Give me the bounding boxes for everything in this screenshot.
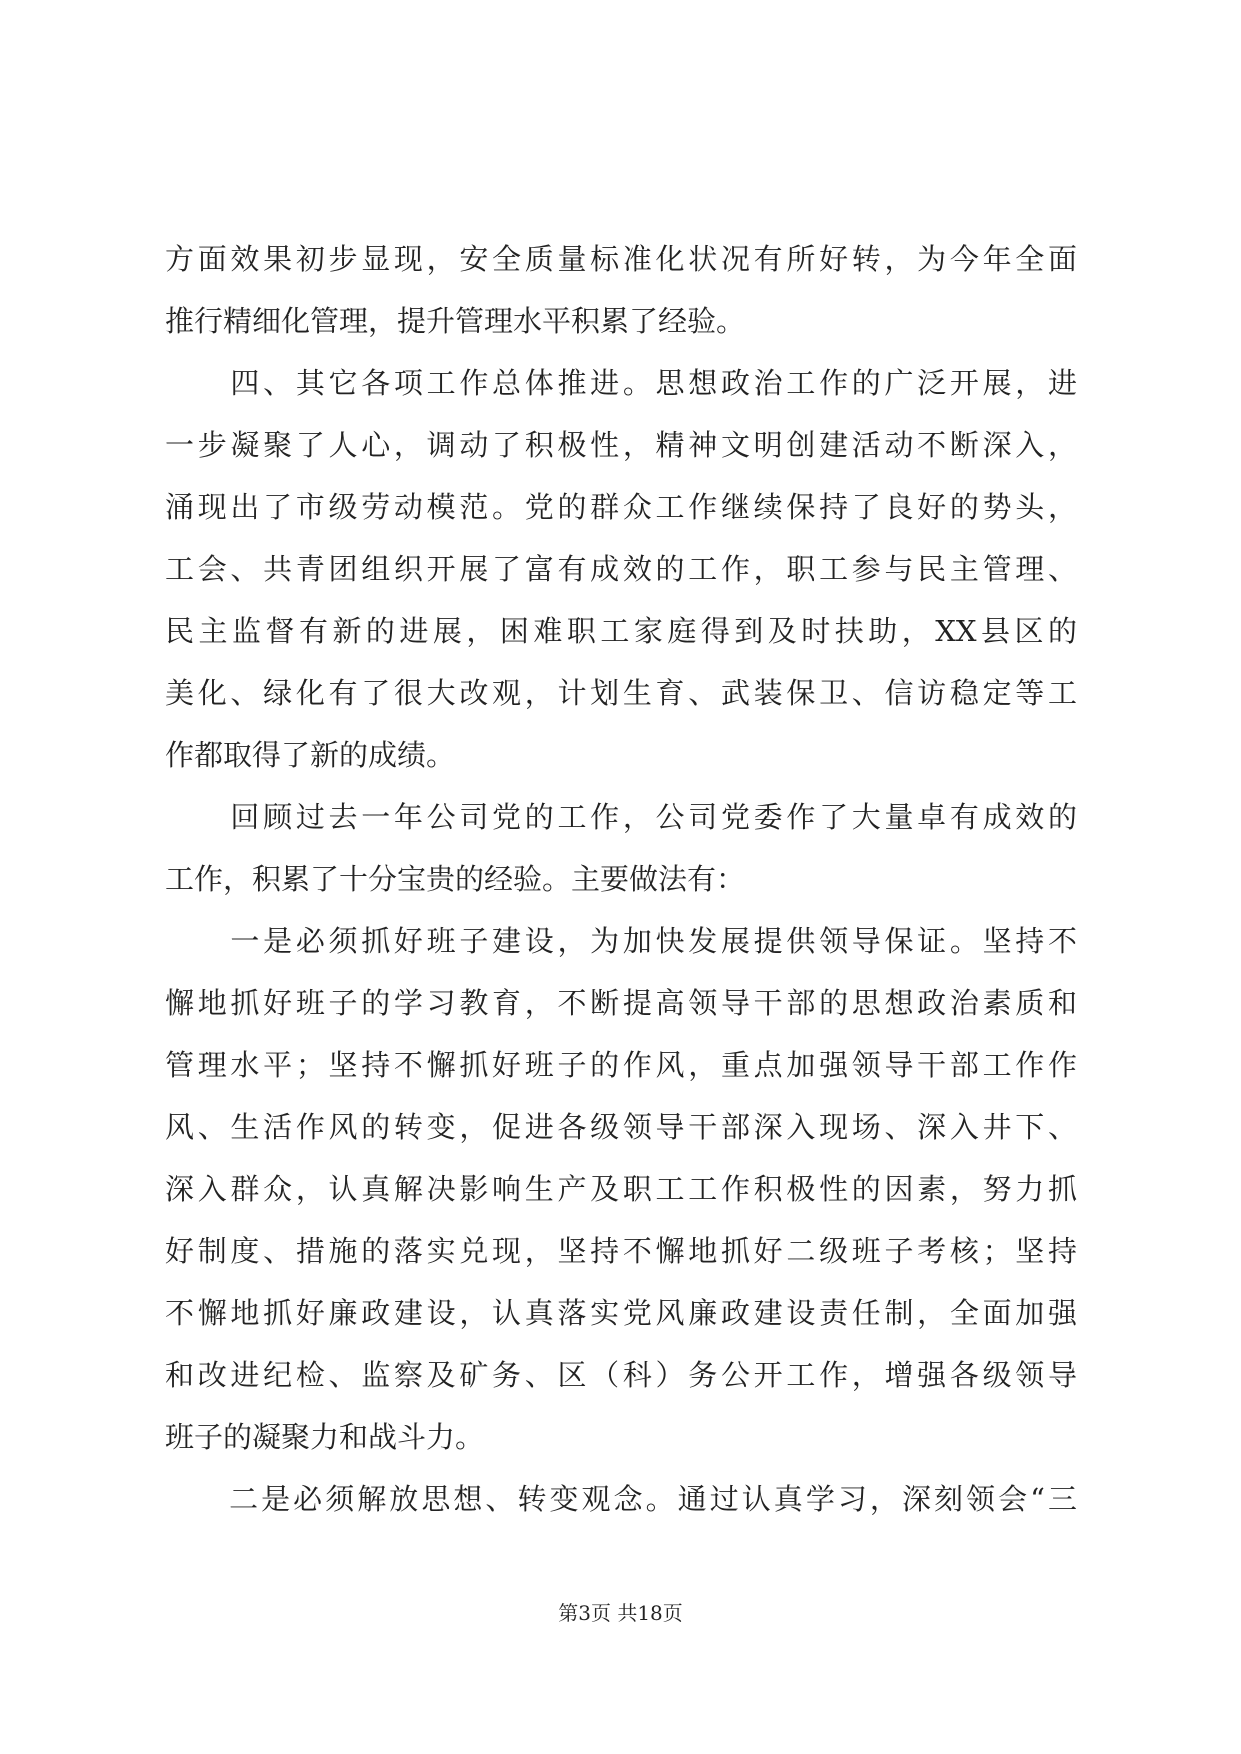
text-line: 美化、绿化有了很大改观，计划生育、武装保卫、信访稳定等工 [165,676,1077,710]
text-line: 民主监督有新的进展，困难职工家庭得到及时扶助，XX县区的 [165,614,1077,648]
text-line: 回顾过去一年公司党的工作，公司党委作了大量卓有成效的 [165,800,1077,834]
text-line: 风、生活作风的转变，促进各级领导干部深入现场、深入井下、 [165,1110,1077,1144]
paragraph-2 [165,352,1077,786]
text-line: 深入群众，认真解决影响生产及职工工作积极性的因素，努力抓 [165,1172,1077,1206]
text-line: 推行精细化管理，提升管理水平积累了经验。 [165,304,746,338]
text-line: 工作，积累了十分宝贵的经验。主要做法有： [165,862,746,896]
text-line: 涌现出了市级劳动模范。党的群众工作继续保持了良好的势头， [165,490,1077,524]
text-line: 一步凝聚了人心，调动了积极性，精神文明创建活动不断深入， [165,428,1077,462]
paragraph-4 [165,910,1077,1468]
text-line: 一是必须抓好班子建设，为加快发展提供领导保证。坚持不 [165,924,1077,958]
text-line: 和改进纪检、监察及矿务、区（科）务公开工作，增强各级领导 [165,1358,1077,1392]
text-line: 好制度、措施的落实兑现，坚持不懈地抓好二级班子考核；坚持 [165,1234,1077,1268]
text-line: 班子的凝聚力和战斗力。 [165,1420,485,1454]
text-line: 不懈地抓好廉政建设，认真落实党风廉政建设责任制，全面加强 [165,1296,1077,1330]
text-line: 管理水平；坚持不懈抓好班子的作风，重点加强领导干部工作作 [165,1048,1077,1082]
document-body [165,228,1077,1530]
text-line: 工会、共青团组织开展了富有成效的工作，职工参与民主管理、 [165,552,1077,586]
text-line: 二是必须解放思想、转变观念。通过认真学习，深刻领会“三 [165,1482,1077,1516]
page-number-footer: 第3页 共18页 [558,1601,683,1625]
text-line: 作都取得了新的成绩。 [165,738,456,772]
text-line: 四、其它各项工作总体推进。思想政治工作的广泛开展，进 [165,366,1077,400]
paragraph-1 [165,228,1077,352]
text-line: 方面效果初步显现，安全质量标准化状况有所好转，为今年全面 [165,242,1077,276]
paragraph-3 [165,786,1077,910]
text-line: 懈地抓好班子的学习教育，不断提高领导干部的思想政治素质和 [165,986,1077,1020]
paragraph-5 [165,1468,1077,1530]
